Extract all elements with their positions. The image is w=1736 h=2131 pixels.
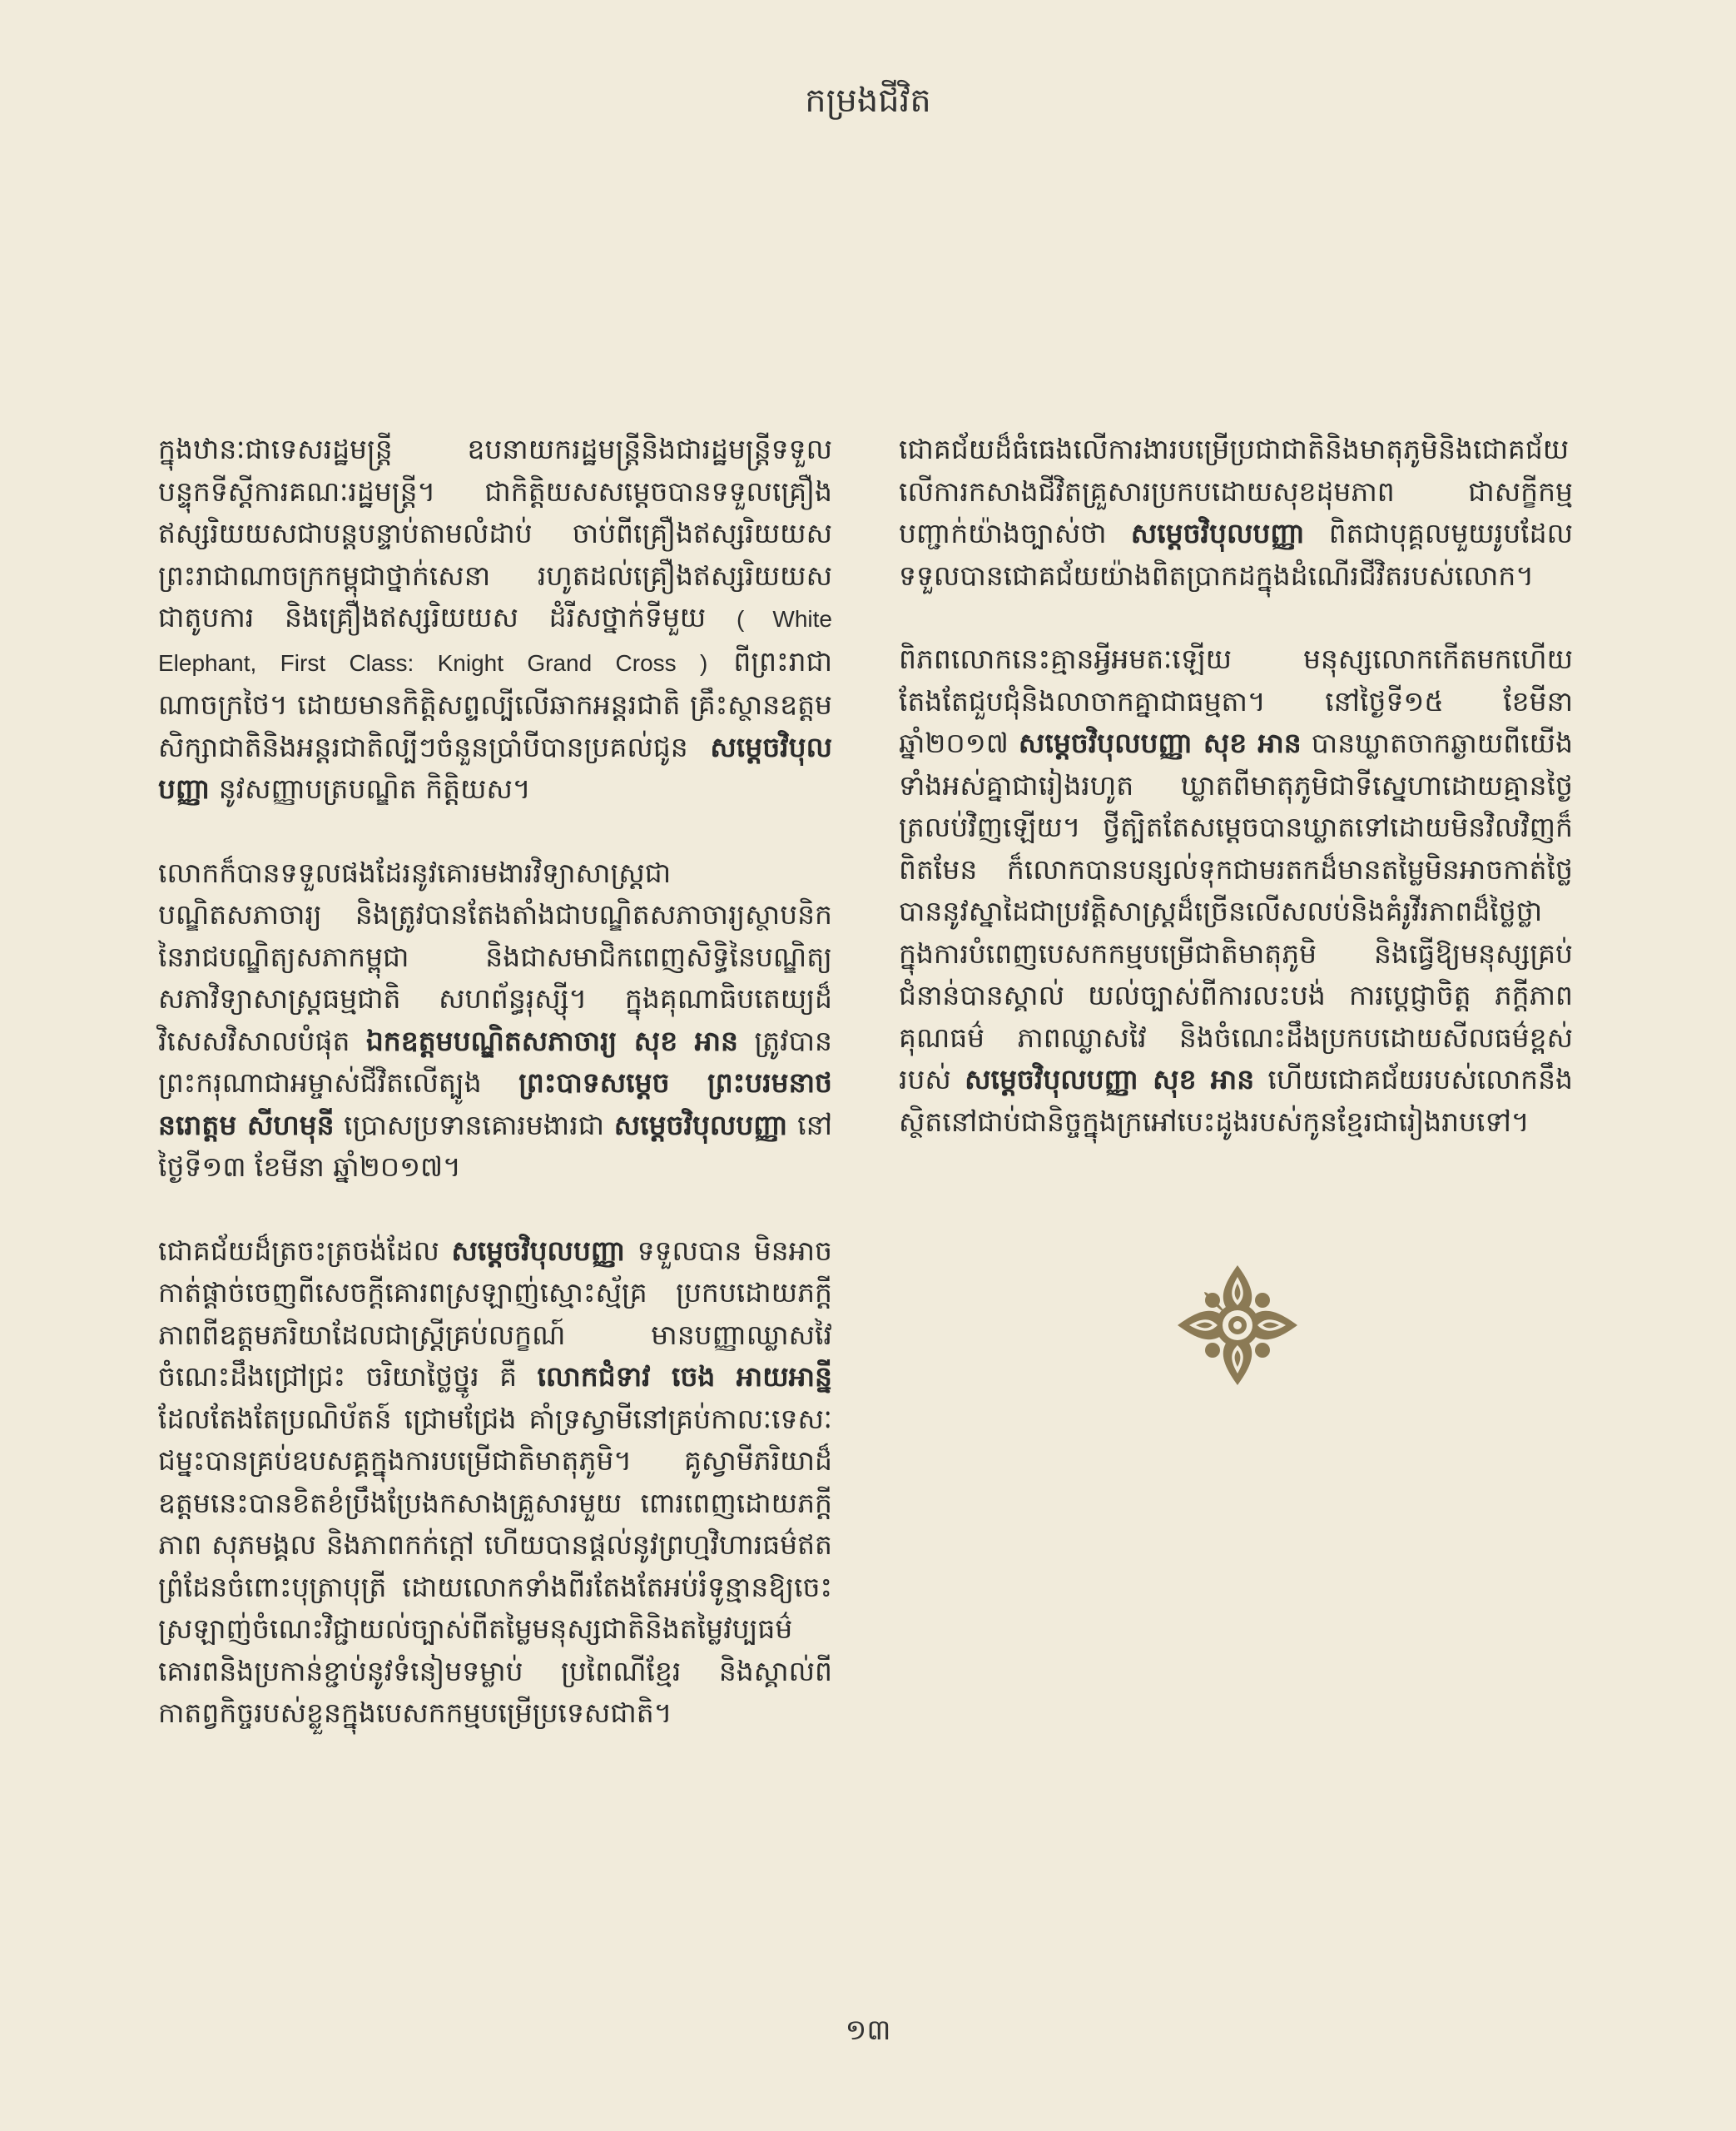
left-paragraph-3: ជោគជ័យដ៏ត្រចះត្រចង់ដែល សម្តេចវិបុលបញ្ញា ទទួលបាន មិនអាចកាត់ផ្តាច់ចេញពីសេចក្តីគោរពស្រឡាញ់ស្មោះស្ម័គ្រ ប្រកបដោយភក្តីភាពពីឧត្តមភរិយាដែលជាស្ត្រីគ្រប់លក្ខណ៍ មានបញ្ញាឈ្លាសវៃ ចំណេះដឹងជ្រៅជ្រះ ចរិយាថ្លៃថ្នូរ គឺ លោកជំទាវ ចេង អាយអាន្នី ដែលតែងតែប្រណិប័តន៍ ជ្រោមជ្រែង គាំទ្រស្វាមីនៅគ្រប់កាលៈទេសៈ ជម្នះបានគ្រប់ឧបសគ្គក្នុងការបម្រើជាតិមាតុភូមិ។ គូស្វាមីភរិយាដ៏ឧត្តមនេះបានខិតខំប្រឹងប្រែងកសាងគ្រួសារមួយ ពោរពេញដោយភក្តីភាព សុភមង្គល និងភាពកក់ក្តៅ ហើយបានផ្តល់នូវព្រហ្មវិហារធម៌ឥតព្រំដែនចំពោះបុត្រាបុត្រី ដោយលោកទាំងពីរតែងតែអប់រំទូន្មានឱ្យចេះស្រឡាញ់ចំណេះវិជ្ជាយល់ច្បាស់ពីតម្លៃមនុស្សជាតិនិងតម្លៃវប្បធម៌ គោរពនិងប្រកាន់ខ្ជាប់នូវទំនៀមទម្លាប់ ប្រពៃណីខ្មែរ និងស្គាល់ពីកាតព្វកិច្ចរបស់ខ្លួនក្នុងបេសកកម្មបម្រើប្រទេសជាតិ។ (158, 1234, 832, 1729)
page-header-title: កម្រងជីវិត (805, 82, 931, 120)
bold-name: សម្តេចវិបុលបញ្ញា សុខ អាន (965, 1063, 1255, 1095)
page-number: ១៣ (845, 2014, 891, 2047)
right-column (899, 429, 1573, 1185)
right-paragraph-2: ពិភពលោកនេះគ្មានអ្វីអមតៈឡើយ មនុស្សលោកកើតមកហើយតែងតែជួបជុំនិងលាចាកគ្នាជាធម្មតា។ នៅថ្ងៃទី១៥ ខែមីនា ឆ្នាំ២០១៧ សម្តេចវិបុលបញ្ញា សុខ អាន បានឃ្លាតចាកឆ្ងាយពីយើងទាំងអស់គ្នាជារៀងរហូត ឃ្លាតពីមាតុភូមិជាទីស្នេហាដោយគ្មានថ្ងៃត្រលប់វិញឡើយ។ ថ្វីត្បិតតែសម្តេចបានឃ្លាតទៅដោយមិនវិលវិញក៏ពិតមែន ក៏លោកបានបន្សល់ទុកជាមរតកដ៏មានតម្លៃមិនអាចកាត់ថ្លៃបាននូវស្នាដៃជាប្រវត្តិសាស្ត្រដ៏ច្រើនលើសលប់និងគំរូវីរភាពដ៏ថ្លៃថ្លាក្នុងការបំពេញបេសកកម្មបម្រើជាតិមាតុភូមិ និងធ្វើឱ្យមនុស្សគ្រប់ជំនាន់បានស្គាល់ យល់ច្បាស់ពីការលះបង់ ការប្តេជ្ញាចិត្ត ភក្តីភាព គុណធម៌ ភាពឈ្លាសវៃ និងចំណេះដឹងប្រកបដោយសីលធម៌ខ្ពស់របស់ សម្តេចវិបុលបញ្ញា សុខ អាន ហើយជោគជ័យរបស់លោកនឹងស្ថិតនៅជាប់ជានិច្ចក្នុងក្រអៅបេះដូងរបស់កូនខ្មែរជារៀងរាបទៅ។ (899, 643, 1574, 1138)
left-paragraph-2: លោកក៏បានទទួលផងដែរនូវគោរមងារវិទ្យាសាស្ត្រជាបណ្ឌិតសភាចារ្យ និងត្រូវបានតែងតាំងជាបណ្ឌិតសភាចារ្យស្ថាបនិកនៃរាជបណ្ឌិត្យសភាកម្ពុជា និងជាសមាជិកពេញសិទ្ធិនៃបណ្ឌិត្យសភាវិទ្យាសាស្ត្រធម្មជាតិ សហព័ន្ធរុស្ស៊ី។ ក្នុងគុណាធិបតេយ្យដ៏វិសេសវិសាលបំផុត ឯកឧត្តមបណ្ឌិតសភាចារ្យ សុខ អាន ត្រូវបានព្រះករុណាជាអម្ចាស់ជីវិតលើត្បូង ព្រះបាទសម្តេច ព្រះបរមនាថ នរោត្តម សីហមុនី ប្រោសប្រទានគោរមងារជា សម្តេចវិបុលបញ្ញា នៅថ្ងៃទី១៣ ខែមីនា ឆ្នាំ២០១៧។ (158, 856, 832, 1183)
bold-name: លោកជំទាវ ចេង អាយអាន្នី (537, 1360, 832, 1393)
order-name-latin: ( White Elephant, First Class: Knight Grand Cross ) (158, 606, 832, 676)
bold-name: ព្រះបាទសម្តេច ព្រះបរមនាថ នរោត្តម សីហមុនី (158, 1066, 832, 1141)
left-column (158, 429, 832, 1776)
left-paragraph-1: ក្នុងឋានៈជាទេសរដ្ឋមន្ត្រី ឧបនាយករដ្ឋមន្ត្រីនិងជារដ្ឋមន្ត្រីទទួលបន្ទុកទីស្តីការគណៈរដ្ឋមន្ត្រី។ ជាកិត្តិយសសម្តេចបានទទួលគ្រឿងឥស្សរិយយសជាបន្តបន្ទាប់តាមលំដាប់ ចាប់ពីគ្រឿងឥស្សរិយយស ព្រះរាជាណាចក្រកម្ពុជាថ្នាក់សេនា រហូតដល់គ្រឿងឥស្សរិយយស ជាតូបការ និងគ្រឿងឥស្សរិយយស ដំរីសថ្នាក់ទីមួយ ( White Elephant, First Class: Knight Grand Cross ) ពីព្រះរាជាណាចក្រថៃ។ ដោយមានកិត្តិសព្ទល្បីលើឆាកអន្តរជាតិ គ្រឹះស្ថានឧត្តមសិក្សាជាតិនិងអន្តរជាតិល្បីៗចំនួនប្រាំបីបានប្រគល់ជូន សម្តេចវិបុលបញ្ញា នូវសញ្ញាបត្របណ្ឌិត កិត្តិយស។ (158, 433, 832, 805)
right-paragraph-1: ជោគជ័យដ៏ធំធេងលើការងារបម្រើប្រជាជាតិនិងមាតុភូមិនិងជោគជ័យលើការកសាងជីវិតគ្រួសារប្រកបដោយសុខដុមភាព ជាសក្ខីកម្មបញ្ជាក់យ៉ាងច្បាស់ថា សម្តេចវិបុលបញ្ញា ពិតជាបុគ្គលមួយរូបដែលទទួលបានជោគជ័យយ៉ាងពិតប្រាកដក្នុងដំណើរជីវិតរបស់លោក។ (899, 433, 1573, 592)
bold-name: សម្តេចវិបុលបញ្ញា (613, 1108, 788, 1141)
bold-name: សម្តេចវិបុលបញ្ញា (451, 1234, 626, 1267)
bold-name: សម្តេចវិបុលបញ្ញា (1130, 517, 1305, 549)
bold-name: សម្តេចវិបុលបញ្ញា (158, 730, 832, 805)
khmer-lotus-ornament-icon (1175, 1263, 1300, 1388)
bold-name: ឯកឧត្តមបណ្ឌិតសភាចារ្យ សុខ អាន (365, 1024, 738, 1057)
bold-name: សម្តេចវិបុលបញ្ញា សុខ អាន (1018, 727, 1302, 759)
